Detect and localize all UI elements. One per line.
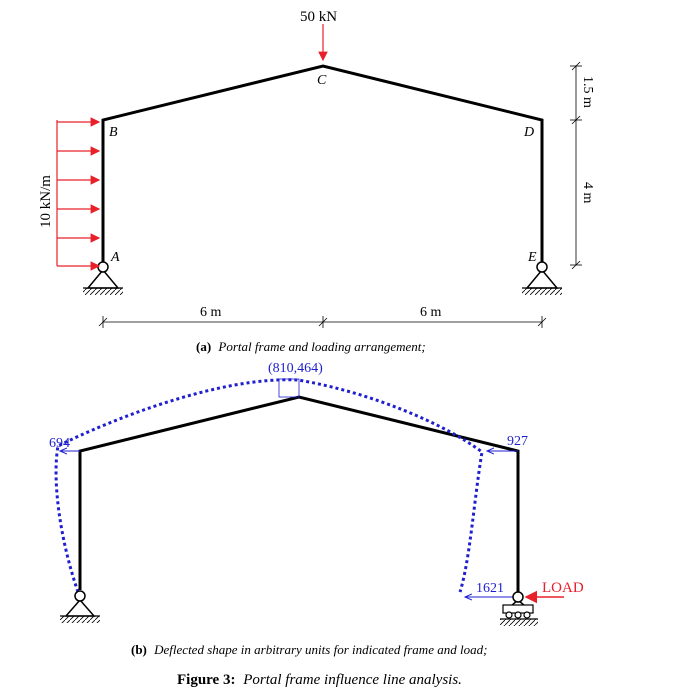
- label-right-top: 927: [507, 434, 528, 449]
- support-a-pin: [83, 262, 123, 295]
- figure-title: Portal frame influence line analysis.: [243, 672, 462, 688]
- caption-b: [131, 642, 487, 657]
- caption-a: [196, 339, 426, 354]
- point-load-label: 50 kN: [300, 9, 338, 25]
- node-label-e: E: [528, 250, 537, 265]
- label-right-bottom: 1621: [476, 581, 504, 596]
- caption-b-tag: (b): [131, 642, 147, 657]
- udl-load: [57, 120, 99, 266]
- dim-right-label: 6 m: [420, 305, 442, 320]
- support-left-pin-b: [60, 591, 100, 623]
- node-label-c: C: [317, 73, 327, 88]
- label-apex: (810,464): [268, 361, 323, 376]
- caption-a-text: Portal frame and loading arrangement;: [218, 339, 426, 354]
- dim-rise-label: 1.5 m: [580, 76, 595, 108]
- figure-tag: Figure 3:: [177, 672, 236, 688]
- apex-marker: [279, 379, 299, 397]
- label-load: LOAD: [542, 580, 584, 596]
- caption-b-text: Deflected shape in arbitrary units for indicated frame and load;: [154, 642, 488, 657]
- frame-b-members: [80, 397, 518, 596]
- frame-a: [38, 9, 595, 354]
- frame-b: [49, 361, 584, 657]
- frame-a-members: [103, 66, 542, 265]
- caption-a-tag: (a): [196, 339, 212, 354]
- udl-label: 10 kN/m: [38, 175, 54, 228]
- label-left: 694: [49, 436, 70, 451]
- node-label-d: D: [524, 125, 535, 140]
- node-label-b: B: [109, 125, 118, 140]
- dim-height-label: 4 m: [580, 182, 595, 204]
- deflected-shape: [56, 380, 482, 592]
- support-e-pin: [522, 262, 562, 295]
- node-label-a: A: [111, 250, 120, 265]
- figure-caption: [177, 672, 462, 688]
- dimension-horizontal: [99, 316, 546, 328]
- dim-left-label: 6 m: [200, 305, 222, 320]
